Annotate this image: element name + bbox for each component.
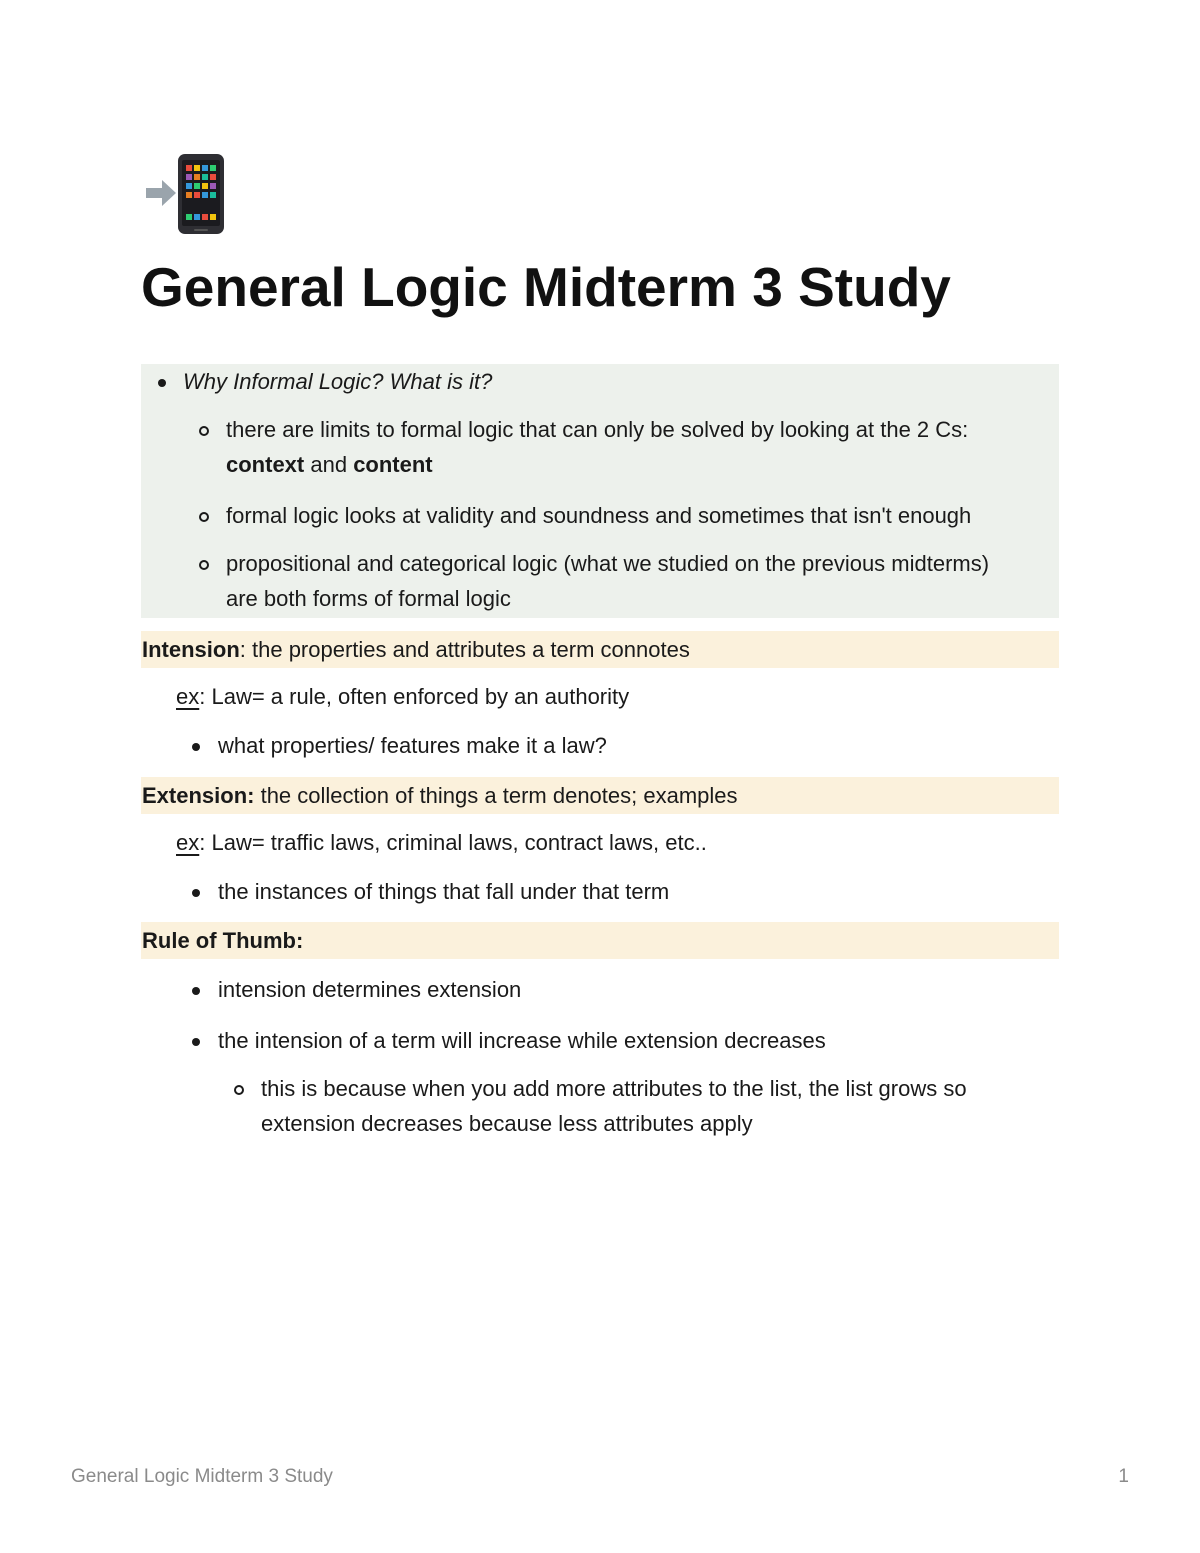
extension-bullet: the instances of things that fall under that term — [218, 879, 670, 904]
example-label: ex — [176, 684, 200, 709]
intension-example-text: : Law= a rule, often enforced by an authority — [199, 684, 630, 709]
bullet-icon — [192, 889, 200, 897]
sub-bullet-icon — [199, 560, 209, 570]
sub-bullet-icon — [199, 426, 209, 436]
page-title: General Logic Midterm 3 Study — [141, 256, 951, 318]
connector-text: and — [304, 452, 354, 477]
extension-term: Extension: — [142, 783, 255, 808]
intension-example — [176, 679, 629, 715]
callout-question: Why Informal Logic? What is it? — [183, 369, 493, 394]
callout-item-3-line-2: are both forms of formal logic — [226, 586, 511, 611]
page-number: 1 — [1118, 1466, 1129, 1487]
intension-term: Intension — [142, 637, 240, 662]
mobile-phone-with-arrow-icon — [142, 152, 230, 236]
callout-item-1-line-1: there are limits to formal logic that can only be solved by looking at the 2 Cs: — [226, 417, 969, 442]
example-label: ex — [176, 830, 200, 855]
rule-of-thumb-term: Rule of Thumb: — [142, 928, 304, 953]
rule-bullet-2: the intension of a term will increase while extension decreases — [218, 1028, 826, 1053]
bullet-icon — [192, 987, 200, 995]
intension-bullet: what properties/ features make it a law? — [218, 733, 607, 758]
bullet-icon — [192, 1038, 200, 1046]
sub-bullet-icon — [199, 512, 209, 522]
callout-item-1-line-2 — [226, 447, 433, 483]
intension-heading — [141, 631, 1059, 668]
callout-item-3-line-1: propositional and categorical logic (what we studied on the previous midterms) — [226, 551, 990, 576]
context-term: context — [226, 452, 305, 477]
rule-bullet-1: intension determines extension — [218, 977, 522, 1002]
sub-bullet-icon — [234, 1085, 244, 1095]
extension-example-text: : Law= traffic laws, criminal laws, contract laws, etc.. — [199, 830, 707, 855]
callout-block — [141, 364, 1059, 618]
footer-title: General Logic Midterm 3 Study — [71, 1466, 333, 1487]
rule-sub-bullet-line-1: this is because when you add more attributes to the list, the list grows so — [261, 1076, 967, 1101]
content-term: content — [353, 452, 433, 477]
rule-sub-bullet-line-2: extension decreases because less attributes apply — [261, 1111, 753, 1136]
intension-definition: : the properties and attributes a term connotes — [239, 637, 690, 662]
extension-heading — [141, 777, 1059, 814]
rule-of-thumb-heading — [141, 922, 1059, 959]
bullet-icon — [158, 379, 166, 387]
bullet-icon — [192, 743, 200, 751]
callout-item-2: formal logic looks at validity and soundness and sometimes that isn't enough — [226, 503, 972, 528]
extension-definition: the collection of things a term denotes; examples — [254, 783, 738, 808]
extension-example — [176, 825, 707, 861]
